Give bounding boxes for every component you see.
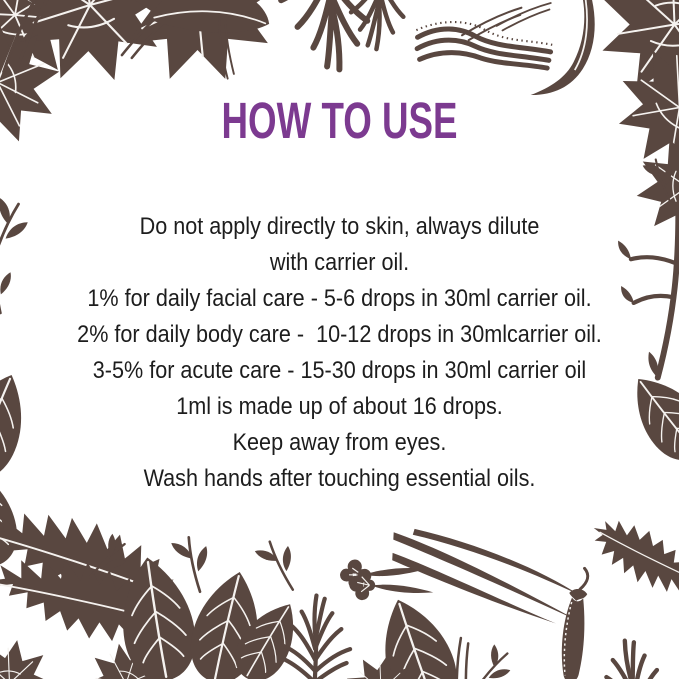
veined-leaf-icon <box>608 355 679 480</box>
branched-twig-icon <box>609 207 679 384</box>
page-title: HOW TO USE <box>221 92 458 149</box>
leaf-sprig-icon <box>0 252 22 321</box>
instruction-line: 3-5% for acute care - 15-30 drops in 30ml carrier oil <box>92 357 587 384</box>
instruction-line: Wash hands after touching essential oils. <box>143 465 536 492</box>
artemisia-bush-icon <box>0 636 57 679</box>
instruction-line: 1ml is made up of about 16 drops. <box>176 393 503 420</box>
instruction-line: 1% for daily facial care - 5-6 drops in 30ml carrier oil. <box>87 285 592 312</box>
instruction-line: with carrier oil. <box>269 249 410 276</box>
instruction-line: Keep away from eyes. <box>232 429 447 456</box>
instruction-line: 2% for daily body care - 10-12 drops in 30mlcarrier oil. <box>77 321 602 348</box>
instruction-line: Do not apply directly to skin, always dilute <box>139 213 540 240</box>
artemisia-bush-icon <box>342 652 420 679</box>
